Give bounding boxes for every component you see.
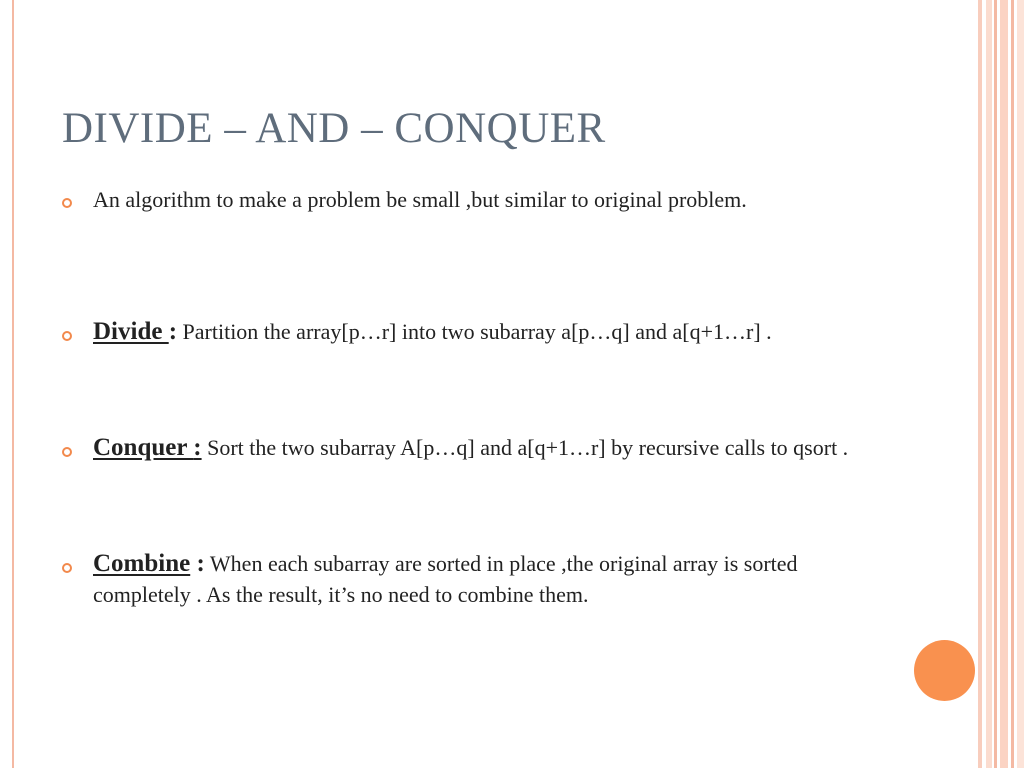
bullet-text: Partition the array[p…r] into two subarray a[p…q] and a[q+1…r] . — [177, 319, 772, 344]
right-border-stripe — [994, 0, 997, 768]
bullet-body — [93, 548, 883, 610]
bullet-body — [93, 432, 883, 463]
left-border-line — [12, 0, 14, 768]
term-colon: : — [193, 434, 202, 461]
term-colon: : — [190, 550, 205, 577]
bullet-marker-icon — [62, 563, 72, 573]
bullet-text: When each subarray are sorted in place ,the original array is sorted completely . As the result, it’s no need to combine them. — [93, 551, 798, 607]
term-colon: : — [168, 318, 178, 345]
bullet-marker-icon — [62, 331, 72, 341]
bullet-text: An algorithm to make a problem be small ,but similar to original problem. — [93, 187, 747, 212]
right-border-stripe — [1000, 0, 1008, 768]
term-conquer: Conquer — [93, 434, 194, 461]
slide-title: DIVIDE – AND – CONQUER — [62, 105, 606, 152]
right-border-stripe — [1017, 0, 1024, 768]
right-border-stripe — [986, 0, 992, 768]
right-border-stripe — [978, 0, 982, 768]
decorative-orange-circle — [914, 640, 975, 701]
bullet-text: Sort the two subarray A[p…q] and a[q+1…r] by recursive calls to qsort . — [201, 435, 849, 460]
bullet-body — [93, 316, 883, 347]
bullet-marker-icon — [62, 447, 72, 457]
term-combine: Combine — [93, 550, 191, 577]
right-border-stripe — [1011, 0, 1014, 768]
bullet-marker-icon — [62, 198, 72, 208]
term-divide: Divide — [93, 318, 169, 345]
